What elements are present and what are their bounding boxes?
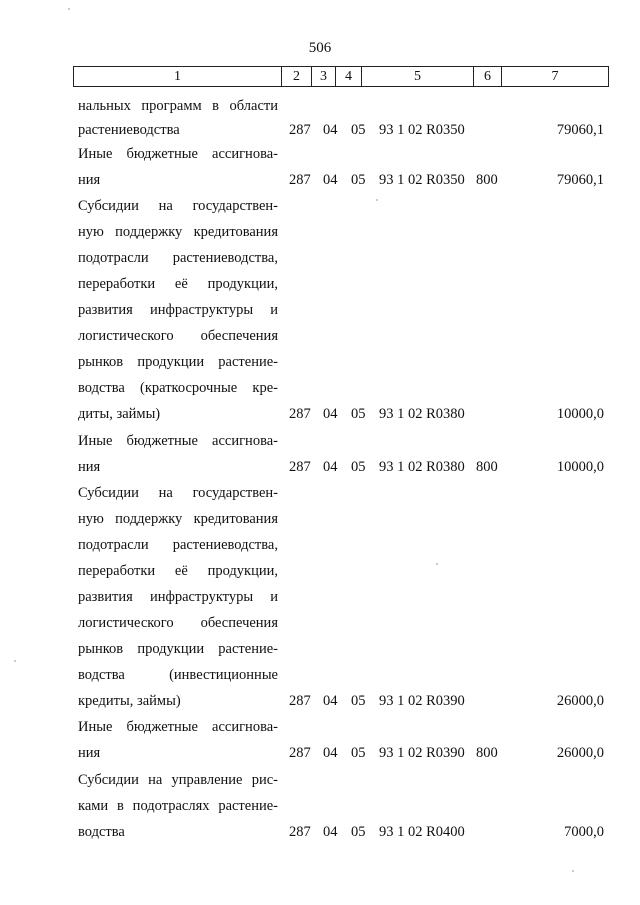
column-header-table xyxy=(73,66,609,87)
page-number: 506 xyxy=(308,40,332,56)
section-code: 04 xyxy=(323,459,338,475)
amount: 79060,1 xyxy=(556,122,604,138)
row-text-line: Иные бюджетные ассигнова- xyxy=(78,719,278,735)
chapter-code: 287 xyxy=(289,122,311,138)
subsection-code: 05 xyxy=(351,122,366,138)
subsection-code: 05 xyxy=(351,459,366,475)
column-header: 4 xyxy=(336,67,362,87)
row-text-line: нальных программ в области xyxy=(78,98,278,114)
row-text-line: ния xyxy=(78,745,101,761)
target-article-code: 93 1 02 R0400 xyxy=(379,824,465,840)
row-text-line: водства (краткосрочные кре- xyxy=(78,380,278,396)
row-text-line: ния xyxy=(78,172,101,188)
amount: 10000,0 xyxy=(556,459,604,475)
chapter-code: 287 xyxy=(289,459,311,475)
row-text-line: ками в подотраслях растение- xyxy=(78,798,278,814)
column-header: 1 xyxy=(74,67,282,87)
target-article-code: 93 1 02 R0390 xyxy=(379,745,465,761)
row-text-line: рынков продукции растение- xyxy=(78,354,278,370)
row-text-line: Иные бюджетные ассигнова- xyxy=(78,433,278,449)
row-text-line: логистического обеспечения xyxy=(78,615,278,631)
row-text-line: ния xyxy=(78,459,101,475)
subsection-code: 05 xyxy=(351,406,366,422)
column-header: 7 xyxy=(502,67,609,87)
target-article-code: 93 1 02 R0380 xyxy=(379,459,465,475)
section-code: 04 xyxy=(323,745,338,761)
row-text-line: водства xyxy=(78,824,125,840)
subsection-code: 05 xyxy=(351,172,366,188)
column-header: 6 xyxy=(474,67,502,87)
scan-speck xyxy=(14,660,16,662)
amount: 79060,1 xyxy=(556,172,604,188)
column-header: 5 xyxy=(362,67,474,87)
amount: 7000,0 xyxy=(564,824,604,840)
row-text-line: кредиты, займы) xyxy=(78,693,181,709)
section-code: 04 xyxy=(323,172,338,188)
row-text-line: переработки её продукции, xyxy=(78,276,278,292)
section-code: 04 xyxy=(323,122,338,138)
chapter-code: 287 xyxy=(289,745,311,761)
row-text-line: Субсидии на государствен- xyxy=(78,198,278,214)
expense-type-code: 800 xyxy=(476,459,498,475)
row-text-line: Субсидии на управление рис- xyxy=(78,772,278,788)
row-text-line: рынков продукции растение- xyxy=(78,641,278,657)
row-text-line: Иные бюджетные ассигнова- xyxy=(78,146,278,162)
chapter-code: 287 xyxy=(289,172,311,188)
row-text-line: подотрасли растениеводства, xyxy=(78,537,278,553)
row-text-line: водства (инвестиционные xyxy=(78,667,278,683)
target-article-code: 93 1 02 R0350 xyxy=(379,122,465,138)
subsection-code: 05 xyxy=(351,693,366,709)
amount: 26000,0 xyxy=(556,745,604,761)
chapter-code: 287 xyxy=(289,406,311,422)
column-header: 3 xyxy=(312,67,336,87)
row-text-line: диты, займы) xyxy=(78,406,161,422)
subsection-code: 05 xyxy=(351,824,366,840)
row-text-line: логистического обеспечения xyxy=(78,328,278,344)
scan-speck xyxy=(436,563,438,565)
row-text-line: ную поддержку кредитования xyxy=(78,511,278,527)
scan-speck xyxy=(68,8,70,10)
expense-type-code: 800 xyxy=(476,172,498,188)
scan-speck xyxy=(572,870,574,872)
chapter-code: 287 xyxy=(289,824,311,840)
column-header: 2 xyxy=(282,67,312,87)
target-article-code: 93 1 02 R0350 xyxy=(379,172,465,188)
row-text-line: ную поддержку кредитования xyxy=(78,224,278,240)
amount: 26000,0 xyxy=(556,693,604,709)
section-code: 04 xyxy=(323,406,338,422)
column-header-row xyxy=(74,67,609,87)
section-code: 04 xyxy=(323,693,338,709)
subsection-code: 05 xyxy=(351,745,366,761)
chapter-code: 287 xyxy=(289,693,311,709)
expense-type-code: 800 xyxy=(476,745,498,761)
amount: 10000,0 xyxy=(556,406,604,422)
row-text-line: Субсидии на государствен- xyxy=(78,485,278,501)
section-code: 04 xyxy=(323,824,338,840)
scan-speck xyxy=(376,199,378,201)
row-text-line: развития инфраструктуры и xyxy=(78,302,278,318)
target-article-code: 93 1 02 R0380 xyxy=(379,406,465,422)
row-text-line: развития инфраструктуры и xyxy=(78,589,278,605)
row-text-line: переработки её продукции, xyxy=(78,563,278,579)
target-article-code: 93 1 02 R0390 xyxy=(379,693,465,709)
row-text-line: растениеводства xyxy=(78,122,180,138)
row-text-line: подотрасли растениеводства, xyxy=(78,250,278,266)
